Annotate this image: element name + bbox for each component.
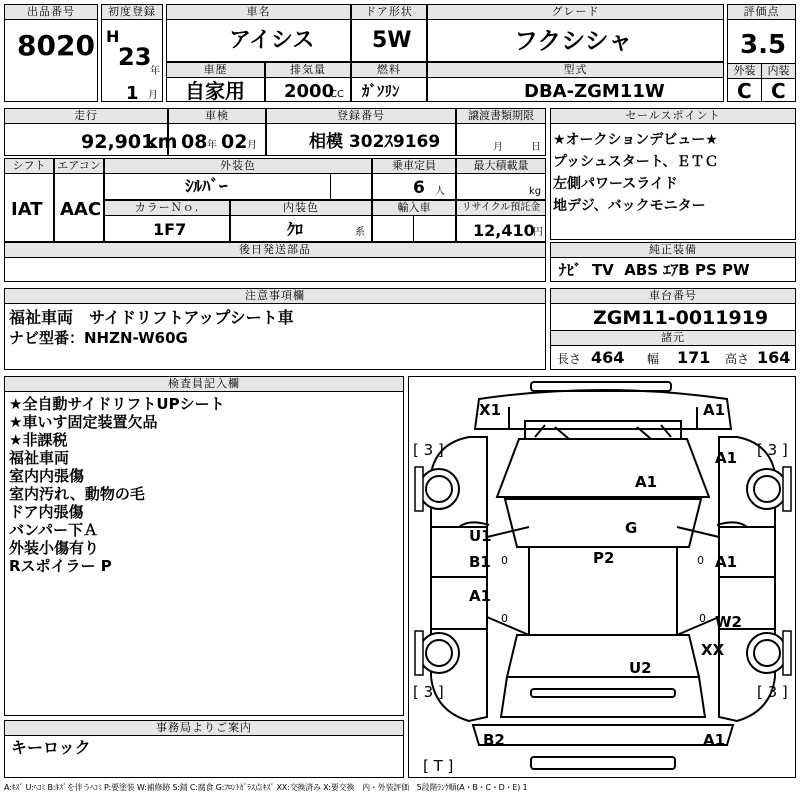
inspector-line: 福祉車両 bbox=[9, 449, 70, 467]
inspection-box bbox=[168, 108, 266, 156]
mark-left-a1: A1 bbox=[469, 587, 492, 605]
mark-right-w2: W2 bbox=[715, 613, 742, 631]
grade-label: グレード bbox=[427, 4, 724, 20]
dims-height-label: 高さ bbox=[725, 352, 750, 366]
fuel-label: 燃料 bbox=[351, 62, 427, 78]
sales-point-line: 地デジ、バックモニター bbox=[553, 198, 706, 214]
chassis-label: 車台番号 bbox=[550, 288, 796, 304]
tire-front-left: [ 3 ] bbox=[413, 441, 444, 459]
reg-no-box bbox=[266, 108, 456, 156]
chassis-value: ZGM11-0011919 bbox=[593, 307, 769, 329]
import-divider bbox=[413, 216, 414, 242]
reg-no-value: 相模 302ｽ9169 bbox=[309, 132, 441, 152]
inspector-line: 室内汚れ、動物の毛 bbox=[9, 485, 145, 503]
model-value: DBA-ZGM11W bbox=[524, 81, 665, 102]
caution-line: 福祉車両 サイドリフトアップシート車 bbox=[9, 308, 294, 327]
mileage-unit: km bbox=[145, 131, 178, 153]
inspection-label: 車検 bbox=[168, 108, 266, 124]
tire-front-right: [ 3 ] bbox=[757, 441, 788, 459]
dims-height: 164 bbox=[757, 348, 791, 367]
rating-int: C bbox=[771, 79, 786, 103]
first-reg-label: 初度登録 bbox=[101, 4, 163, 20]
first-reg-year-unit: 年 bbox=[150, 66, 160, 77]
inspector-line: ★車いす固定装置欠品 bbox=[9, 413, 158, 431]
office-label: 事務局よりご案内 bbox=[4, 720, 404, 736]
inspector-line: 外装小傷有り bbox=[9, 539, 100, 557]
rating-int-label: 内装 bbox=[761, 63, 796, 79]
aircon-value: AAC bbox=[60, 199, 102, 220]
first-reg-month: 1 bbox=[126, 83, 139, 104]
dims-length: 464 bbox=[591, 348, 625, 367]
rating-divider bbox=[761, 63, 762, 102]
tire-spare: [ T ] bbox=[423, 757, 454, 775]
mark-right-front-fender: A1 bbox=[715, 449, 738, 467]
displacement-value: 2000 bbox=[284, 81, 335, 102]
int-color-unit: 系 bbox=[355, 227, 365, 238]
shift-value: IAT bbox=[11, 199, 43, 220]
ext-color-label: 外装色 bbox=[104, 158, 372, 174]
mark-hood: A1 bbox=[635, 473, 658, 491]
history-label: 車歴 bbox=[166, 62, 265, 78]
sales-points-label: セールスポイント bbox=[550, 108, 796, 124]
history-value: 自家用 bbox=[185, 79, 245, 103]
color-no-label: カラーＮｏ. bbox=[104, 200, 230, 216]
fuel-box bbox=[351, 62, 427, 102]
ext-color-box bbox=[104, 158, 372, 200]
caution-label: 注意事項欄 bbox=[4, 288, 546, 304]
mark-left-u1: U1 bbox=[469, 527, 492, 545]
reg-no-label: 登録番号 bbox=[266, 108, 456, 124]
grade-value: フクシシャ bbox=[514, 27, 633, 55]
transfer-month-unit: 月 bbox=[493, 142, 503, 153]
mark-left-b1: B1 bbox=[469, 553, 491, 571]
rating-label: 評価点 bbox=[727, 4, 796, 20]
rating-ext: C bbox=[737, 79, 752, 103]
car-name-box bbox=[166, 4, 351, 62]
model-label: 型式 bbox=[427, 62, 724, 78]
chassis-box bbox=[550, 288, 796, 332]
rating-score: 3.5 bbox=[740, 30, 787, 60]
lot-box bbox=[4, 4, 98, 102]
door-box bbox=[351, 4, 427, 62]
door-label: ドア形状 bbox=[351, 4, 427, 20]
recycle-unit: 円 bbox=[533, 227, 543, 238]
car-name: アイシス bbox=[229, 28, 315, 53]
inspection-month: 02 bbox=[221, 131, 248, 153]
inspector-label: 検査員記入欄 bbox=[4, 376, 404, 392]
model-box bbox=[427, 62, 724, 102]
capacity-value: 6 bbox=[413, 178, 425, 198]
mark-right-a1: A1 bbox=[715, 553, 738, 571]
inspection-year: 08 bbox=[181, 131, 208, 153]
mark-roof: G bbox=[625, 519, 638, 537]
office-value: キーロック bbox=[11, 738, 91, 757]
mark-right-xx: XX bbox=[701, 641, 725, 659]
displacement-box bbox=[265, 62, 351, 102]
mileage-label: 走行 bbox=[4, 108, 168, 124]
int-color-box bbox=[230, 200, 372, 242]
caution-line: ナビ型番：NHZN-W60G bbox=[9, 329, 188, 347]
capacity-label: 乗車定員 bbox=[372, 158, 456, 174]
transfer-box bbox=[456, 108, 546, 156]
first-reg-box bbox=[101, 4, 163, 102]
inspector-box bbox=[4, 376, 404, 716]
transfer-label: 譲渡書類期限 bbox=[456, 108, 546, 124]
max-load-label: 最大積載量 bbox=[456, 158, 546, 174]
aircon-box bbox=[54, 158, 104, 242]
first-reg-era: H bbox=[106, 27, 120, 46]
dims-label: 諸元 bbox=[550, 330, 796, 346]
inspector-line: バンパー下Ａ bbox=[9, 521, 98, 539]
equipment-label: 純正装備 bbox=[550, 242, 796, 258]
mileage-value: 92,901 bbox=[81, 131, 155, 153]
inspector-line: 室内内張傷 bbox=[9, 467, 85, 485]
mark-rear-right: A1 bbox=[703, 731, 726, 749]
legend: A:ｷｽﾞ U:ﾍｺﾐ B:ｷｽﾞを伴うﾍｺﾐ P:要塗装 W:補修跡 S:錆 C:腐食 G:ﾌﾛﾝﾄｶﾞﾗｽ点ｷｽﾞ XX:交換済み X:要交換 内・外装評価 5段階ﾗﾝｸ順(A・B・C・D・E) 1 bbox=[4, 783, 528, 792]
dims-box bbox=[550, 330, 796, 370]
aircon-label: エアコン bbox=[54, 158, 104, 174]
sales-point-line: 左側パワースライド bbox=[553, 176, 678, 192]
max-load-box bbox=[456, 158, 546, 200]
displacement-label: 排気量 bbox=[265, 62, 351, 78]
transfer-day-unit: 日 bbox=[531, 142, 541, 153]
displacement-unit: CC bbox=[330, 89, 344, 100]
inspector-line: ドア内張傷 bbox=[9, 503, 84, 521]
mark-left-zero-1: 0 bbox=[501, 554, 508, 567]
caution-box bbox=[4, 288, 546, 370]
int-color-label: 内装色 bbox=[230, 200, 372, 216]
lot-label: 出品番号 bbox=[4, 4, 98, 20]
lot-number: 8020 bbox=[17, 29, 95, 62]
import-box bbox=[372, 200, 456, 242]
int-color-value: ｸﾛ bbox=[287, 220, 304, 239]
first-reg-year: 23 bbox=[118, 43, 152, 71]
inspector-line: ★全自動サイドリフトUPシート bbox=[9, 395, 225, 413]
mark-front-left: X1 bbox=[479, 401, 502, 419]
mark-right-zero-2: 0 bbox=[699, 612, 706, 625]
recycle-value: 12,410 bbox=[473, 221, 535, 240]
car-name-label: 車名 bbox=[166, 4, 351, 20]
mark-trunk: U2 bbox=[629, 659, 652, 677]
first-reg-month-unit: 月 bbox=[148, 90, 158, 101]
door-type: 5W bbox=[372, 28, 412, 53]
mark-front-right: A1 bbox=[703, 401, 726, 419]
inspector-line: Rスポイラー P bbox=[9, 557, 112, 575]
inspector-line: ★非課税 bbox=[9, 431, 68, 449]
mark-left-zero-2: 0 bbox=[501, 612, 508, 625]
mark-center: P2 bbox=[593, 549, 615, 567]
rating-box bbox=[727, 4, 796, 102]
grade-box bbox=[427, 4, 724, 62]
mileage-box bbox=[4, 108, 178, 156]
mark-right-zero-1: 0 bbox=[697, 554, 704, 567]
capacity-unit: 人 bbox=[435, 186, 445, 197]
dims-length-label: 長さ bbox=[557, 352, 582, 366]
color-no-value: 1F7 bbox=[153, 220, 187, 239]
dims-width-label: 幅 bbox=[647, 352, 660, 366]
sales-points-box bbox=[550, 108, 796, 240]
shift-box bbox=[4, 158, 54, 242]
later-parts-box bbox=[4, 242, 546, 282]
car-diagram bbox=[408, 376, 796, 778]
ext-color-divider bbox=[330, 174, 331, 200]
inspection-year-unit: 年 bbox=[207, 140, 217, 151]
shift-label: シフト bbox=[4, 158, 54, 174]
color-no-box bbox=[104, 200, 230, 242]
office-box bbox=[4, 720, 404, 778]
max-load-unit: kg bbox=[529, 186, 542, 197]
capacity-box bbox=[372, 158, 456, 200]
sales-point-line: プッシュスタート、ＥＴＣ bbox=[553, 154, 719, 170]
recycle-label: リサイクル預託金 bbox=[456, 200, 546, 216]
equipment-value: ﾅﾋﾞ TV ABS ｴｱB PS PW bbox=[559, 261, 750, 279]
history-box bbox=[166, 62, 265, 102]
tire-rear-left: [ 3 ] bbox=[413, 683, 444, 701]
rating-ext-label: 外装 bbox=[727, 63, 762, 79]
sales-point-line: ★オークションデビュー★ bbox=[553, 132, 718, 148]
import-label: 輸入車 bbox=[372, 200, 456, 216]
inspection-month-unit: 月 bbox=[247, 140, 257, 151]
fuel-value: ｶﾞｿﾘﾝ bbox=[362, 82, 400, 100]
later-parts-label: 後日発送部品 bbox=[4, 242, 546, 258]
mark-rear-left: B2 bbox=[483, 731, 505, 749]
tire-rear-right: [ 3 ] bbox=[757, 683, 788, 701]
dims-width: 171 bbox=[677, 348, 711, 367]
car-outline bbox=[409, 377, 797, 779]
ext-color-value: ｼﾙﾊﾞｰ bbox=[185, 177, 228, 197]
equipment-box bbox=[550, 242, 796, 282]
recycle-box bbox=[456, 200, 546, 242]
